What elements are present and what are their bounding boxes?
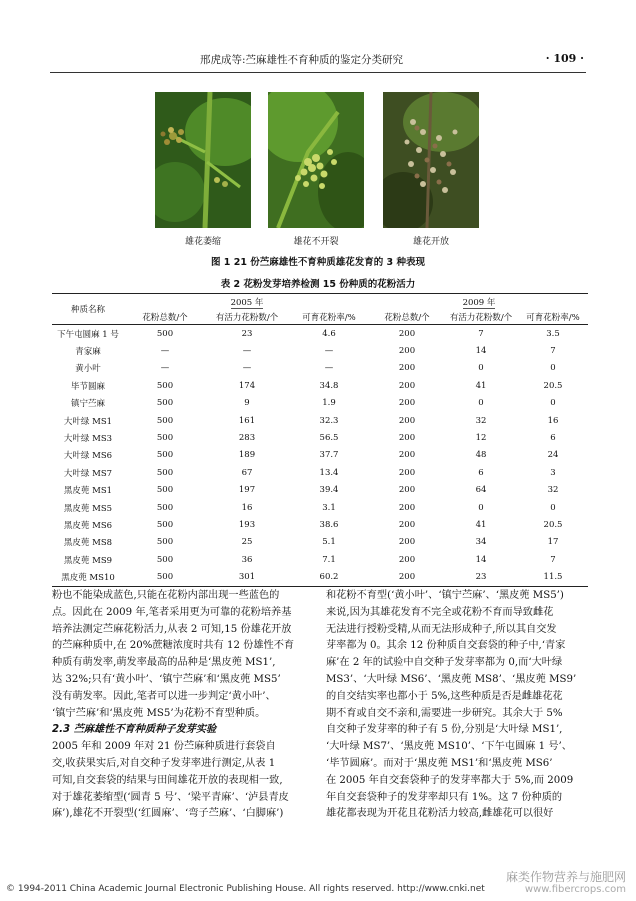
value-cell: 0	[478, 502, 484, 513]
value-cell: 7	[478, 328, 484, 339]
text-line: ‘镇宁苎麻’和‘黑皮蔸 MS5’为花粉不育型种质。	[52, 707, 266, 719]
value-cell: 32.3	[319, 415, 339, 426]
value-cell: 193	[238, 519, 256, 530]
value-cell: 189	[238, 450, 256, 461]
value-cell: 500	[156, 398, 174, 409]
table-row	[52, 568, 588, 586]
value-cell: 200	[398, 363, 416, 374]
value-cell: 200	[370, 568, 444, 586]
cultivar-name-cell: 大叶绿 MS1	[63, 416, 113, 427]
year-2005: 2005 年	[230, 297, 264, 308]
value-cell: —	[324, 363, 334, 374]
figure-caption-2: 雄花不开裂	[293, 237, 339, 247]
value-cell: 174	[238, 380, 256, 391]
table-row	[52, 412, 588, 429]
value-cell: 200	[398, 433, 416, 444]
table-row	[52, 551, 588, 568]
value-cell: 7	[550, 554, 556, 565]
body-right-column	[326, 588, 588, 823]
running-title: 邢虎成等:苎麻雄性不育种质的鉴定分类研究	[200, 54, 404, 66]
photo-shrunken-male-flower	[155, 92, 251, 228]
value-cell: 200	[398, 380, 416, 391]
table-body	[52, 325, 588, 587]
value-cell: 200	[398, 398, 416, 409]
table-row	[52, 377, 588, 394]
col-header: 可育花粉率/%	[518, 309, 588, 325]
cultivar-name-cell: 黑皮蔸 MS6	[63, 520, 113, 531]
value-cell: 0	[550, 502, 556, 513]
running-header	[0, 52, 636, 70]
value-cell: 16	[547, 415, 559, 426]
cultivar-name-cell: 镇宁苎麻	[70, 399, 105, 410]
value-cell: 60.2	[288, 568, 370, 586]
value-cell: 3.5	[546, 328, 560, 339]
text-line: 无法进行授粉受精,从而无法形成种子,所以其自交发	[326, 623, 557, 635]
col-header: 有活力花粉数/个	[206, 309, 288, 325]
table-row	[52, 499, 588, 516]
value-cell: 500	[156, 485, 174, 496]
value-cell: 39.4	[319, 485, 339, 496]
value-cell: —	[242, 346, 252, 357]
value-cell: 23	[241, 328, 253, 339]
value-cell: 23	[444, 568, 518, 586]
watermark-text: 麻类作物营养与施肥网	[505, 870, 626, 884]
value-cell: 48	[475, 450, 487, 461]
value-cell: 37.7	[319, 450, 339, 461]
text-line: 种质有萌发率,萌发率最高的品种是‘黑皮蔸 MS1’,	[52, 657, 276, 669]
value-cell: 500	[124, 568, 206, 586]
figure-caption-1: 雄花萎缩	[184, 237, 221, 247]
value-cell: 500	[156, 554, 174, 565]
value-cell: 500	[156, 380, 174, 391]
header-rule	[50, 72, 586, 73]
value-cell: 6	[550, 433, 556, 444]
value-cell: 200	[398, 554, 416, 565]
value-cell: 3.1	[322, 502, 336, 513]
value-cell: 11.5	[518, 568, 588, 586]
text-line: 的苎麻种质中,在 20%蔗糖浓度时共有 12 份雄性不育	[52, 640, 295, 652]
value-cell: 12	[475, 433, 487, 444]
value-cell: 16	[241, 502, 253, 513]
value-cell: 500	[156, 537, 174, 548]
value-cell: 3	[550, 467, 556, 478]
cultivar-name-cell: 黑皮蔸 MS5	[63, 503, 113, 514]
row-header: 种质名称	[52, 294, 124, 325]
table-row	[52, 360, 588, 377]
table-row	[52, 325, 588, 343]
text-line: 年自交套袋种子的发芽率却只有 1%。这 7 份种质的	[326, 791, 563, 803]
value-cell: 500	[156, 415, 174, 426]
value-cell: 41	[475, 519, 487, 530]
value-cell: 41	[475, 380, 487, 391]
value-cell: 5.1	[322, 537, 336, 548]
text-line: ‘大叶绿 MS7’、‘黑皮蔸 MS10’、‘下午屯圆麻 1 号’、	[326, 741, 572, 753]
photo-open-male-flower	[383, 92, 479, 228]
table-row	[52, 516, 588, 533]
value-cell: 500	[156, 450, 174, 461]
value-cell: 34.8	[319, 380, 339, 391]
table-row	[52, 482, 588, 499]
col-header: 可育花粉率/%	[288, 309, 370, 325]
text-line: 麻’),雄花不开裂型(‘红圆麻’、‘弯子苎麻’、‘白脚麻’)	[52, 808, 284, 820]
cultivar-name-cell: 黄小叶	[75, 364, 101, 375]
value-cell: —	[324, 346, 334, 357]
text-line: 和花粉不育型(‘黄小叶’、‘镇宁苎麻’、‘黑皮蔸 MS5’)	[326, 590, 564, 601]
value-cell: 161	[238, 415, 256, 426]
cultivar-name-cell: 黑皮蔸 MS8	[63, 538, 113, 549]
value-cell: 20.5	[543, 380, 563, 391]
pollen-viability-table	[52, 293, 588, 587]
body-left-column	[52, 588, 314, 823]
cultivar-name-cell: 黑皮蔸 MS9	[63, 555, 113, 566]
text-line: 自交种子发芽率的种子有 5 份,分别是‘大叶绿 MS1’,	[326, 724, 563, 736]
section-heading: 2.3 苎麻雄性不育种质种子发芽实验	[52, 724, 217, 736]
figure-caption-3: 雄花开放	[412, 237, 449, 247]
cultivar-name-cell: 黑皮蔸 MS10	[52, 568, 124, 586]
text-line: 麻’在 2 年的试验中自交种子发芽率都为 0,而‘大叶绿	[326, 657, 563, 669]
value-cell: 500	[156, 519, 174, 530]
value-cell: 24	[547, 450, 559, 461]
value-cell: 500	[156, 467, 174, 478]
text-line: 可知,自交套袋的结果与田间雄花开放的表现相一致,	[52, 774, 283, 786]
value-cell: 32	[475, 415, 487, 426]
value-cell: 0	[550, 398, 556, 409]
value-cell: —	[160, 363, 170, 374]
cultivar-name-cell: 毕节圆麻	[70, 381, 105, 392]
table-row	[52, 342, 588, 359]
value-cell: 200	[398, 519, 416, 530]
value-cell: 500	[156, 502, 174, 513]
copyright-notice: © 1994-2011 China Academic Journal Electronic Publishing House. All rights reserved. http://www.cnki.net	[6, 884, 485, 894]
table-row	[52, 447, 588, 464]
value-cell: 200	[398, 450, 416, 461]
text-line: 粉也不能染成蓝色,只能在花粉内部出现一些蓝色的	[52, 590, 280, 601]
text-line: 雄花都表现为开花且花粉活力较高,雌雄花可以很好	[326, 808, 554, 820]
value-cell: 0	[478, 398, 484, 409]
text-line: 达 32%;只有‘黄小叶’、‘镇宁苎麻’和‘黑皮蔸 MS5’	[52, 673, 281, 685]
value-cell: 17	[547, 537, 559, 548]
value-cell: 283	[238, 433, 256, 444]
text-line: 点。因此在 2009 年,笔者采用更为可靠的花粉培养基	[52, 606, 292, 618]
year-2009: 2009 年	[462, 297, 496, 308]
text-line: 对于雄花萎缩型(‘圆青 5 号’、‘梁平青麻’、‘泸县青皮	[52, 791, 289, 803]
table-title: 表 2 花粉发芽培养检测 15 份种质的花粉活力	[220, 279, 416, 290]
text-line: ‘毕节圆麻’。而对于‘黑皮蔸 MS1’和‘黑皮蔸 MS6’	[326, 757, 553, 769]
value-cell: 36	[241, 554, 253, 565]
value-cell: 25	[241, 537, 253, 548]
col-header: 花粉总数/个	[124, 309, 206, 325]
cultivar-name-cell: 大叶绿 MS6	[63, 451, 113, 462]
value-cell: 13.4	[319, 467, 339, 478]
photo-non-dehiscent-male-flower	[268, 92, 364, 228]
value-cell: 301	[206, 568, 288, 586]
value-cell: 6	[478, 467, 484, 478]
text-line: 期不育或自交不亲和,需要进一步研究。其余大于 5%	[326, 707, 563, 719]
cultivar-name-cell: 青家麻	[75, 347, 101, 358]
figure-title: 图 1 21 份苎麻雄性不育种质雄花发育的 3 种表现	[211, 257, 425, 268]
value-cell: 64	[475, 485, 487, 496]
value-cell: 32	[547, 485, 559, 496]
table-row	[52, 429, 588, 446]
cultivar-name-cell: 黑皮蔸 MS1	[63, 486, 113, 497]
text-line: 培养法测定苎麻花粉活力,从表 2 可知,15 份雄花开放	[52, 623, 292, 635]
value-cell: 200	[398, 328, 416, 339]
col-header: 有活力花粉数/个	[444, 309, 518, 325]
text-line: 的自交结实率也都小于 5%,这些种质是否是雌雄花花	[326, 690, 563, 702]
value-cell: 7.1	[322, 554, 336, 565]
value-cell: 20.5	[543, 519, 563, 530]
table-row	[52, 464, 588, 481]
value-cell: 200	[398, 346, 416, 357]
page-number: · 109 ·	[545, 52, 584, 65]
text-line: 交,收获果实后,对自交种子发芽率进行测定,从表 1	[52, 757, 276, 769]
table-row	[52, 395, 588, 412]
text-line: 芽率都为 0。其余 12 份种质自交套袋的种子中,‘青家	[326, 640, 566, 652]
text-line: 来说,因为其雄花发育不完全或花粉不育而导致雌花	[326, 606, 554, 618]
text-line: 没有萌发率。因此,笔者可以进一步判定‘黄小叶’、	[52, 690, 276, 702]
value-cell: 197	[238, 485, 256, 496]
value-cell: 56.5	[319, 433, 339, 444]
value-cell: 7	[550, 346, 556, 357]
value-cell: 200	[398, 502, 416, 513]
value-cell: —	[242, 363, 252, 374]
text-line: 2005 年和 2009 年对 21 份苎麻种质进行套袋自	[52, 741, 276, 753]
value-cell: 67	[241, 467, 253, 478]
value-cell: 9	[244, 398, 250, 409]
text-line: 在 2005 年自交套袋种子的发芽率都大于 5%,而 2009	[326, 774, 574, 786]
col-header: 花粉总数/个	[370, 309, 444, 325]
value-cell: 14	[475, 554, 487, 565]
value-cell: —	[160, 346, 170, 357]
value-cell: 34	[475, 537, 487, 548]
value-cell: 200	[398, 537, 416, 548]
cultivar-name-cell: 下午屯圆麻 1 号	[57, 329, 119, 340]
value-cell: 1.9	[322, 398, 336, 409]
value-cell: 200	[398, 415, 416, 426]
cultivar-name-cell: 大叶绿 MS7	[63, 468, 113, 479]
value-cell: 0	[550, 363, 556, 374]
value-cell: 0	[478, 363, 484, 374]
value-cell: 38.6	[319, 519, 339, 530]
table-row	[52, 534, 588, 551]
text-line: MS3’、‘大叶绿 MS6’、‘黑皮蔸 MS8’、‘黑皮蔸 MS9’	[326, 673, 577, 685]
value-cell: 200	[398, 485, 416, 496]
value-cell: 500	[156, 433, 174, 444]
value-cell: 200	[398, 467, 416, 478]
value-cell: 14	[475, 346, 487, 357]
value-cell: 500	[156, 328, 174, 339]
cultivar-name-cell: 大叶绿 MS3	[63, 434, 113, 445]
watermark-url: www.fibercrops.com	[524, 884, 626, 895]
value-cell: 4.6	[322, 328, 336, 339]
